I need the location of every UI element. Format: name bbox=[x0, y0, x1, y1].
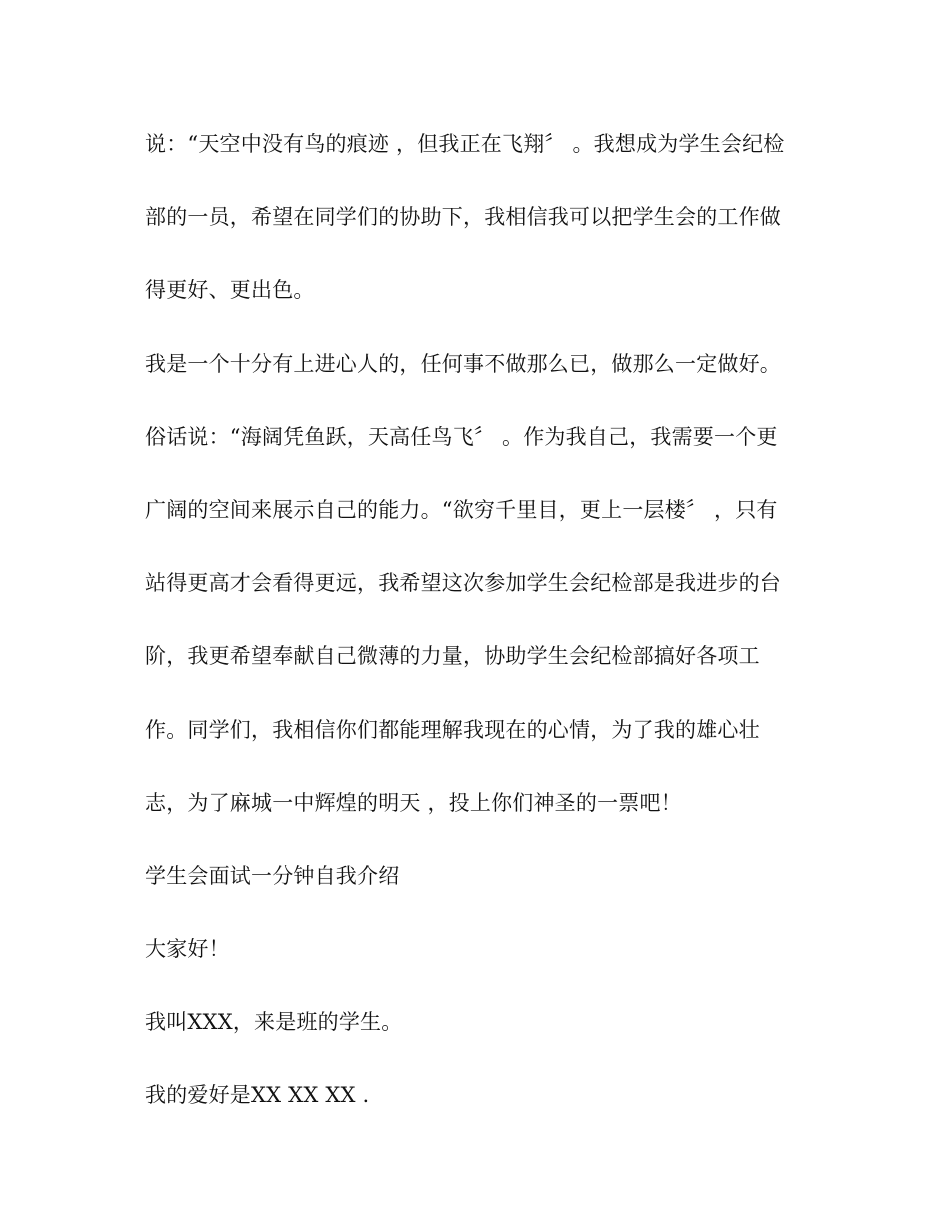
hobby-line: 我的爱好是XX XX XX . bbox=[145, 1083, 370, 1108]
paragraph-line: 志，为了麻城一中辉煌的明天 ，投上你们神圣的一票吧！ bbox=[145, 790, 682, 815]
section-heading: 学生会面试一分钟自我介绍 bbox=[145, 863, 400, 888]
introduction-line: 我叫XXX，来是班的学生。 bbox=[145, 1010, 403, 1035]
paragraph-line: 说：“天空中没有鸟的痕迹 ，但我正在飞翔〞 。我想成为学生会纪检 bbox=[145, 132, 785, 156]
paragraph-line: 阶，我更希望奉献自己微薄的力量，协助学生会纪检部搞好各项工 bbox=[145, 644, 760, 669]
paragraph-line: 站得更高才会看得更远，我希望这次参加学生会纪检部是我进步的台 bbox=[145, 571, 781, 596]
greeting-line: 大家好！ bbox=[145, 937, 230, 962]
document-body bbox=[145, 118, 810, 1143]
paragraph-line: 作。同学们，我相信你们都能理解我现在的心情，为了我的雄心壮 bbox=[145, 717, 760, 742]
paragraph-line: 广阔的空间来展示自己的能力。“欲穷千里目，更上一层楼〞 ，只有 bbox=[145, 497, 778, 522]
paragraph-line: 部的一员，希望在同学们的协助下，我相信我可以把学生会的工作做 bbox=[145, 205, 781, 230]
paragraph-line: 得更好、更出色。 bbox=[145, 278, 315, 303]
paragraph-line: 我是一个十分有上进心人的，任何事不做那么已，做那么一定做好。 bbox=[145, 351, 781, 376]
paragraph-line: 俗话说：“海阔凭鱼跃，天高任鸟飞〞 。作为我自己，我需要一个更 bbox=[145, 424, 778, 449]
